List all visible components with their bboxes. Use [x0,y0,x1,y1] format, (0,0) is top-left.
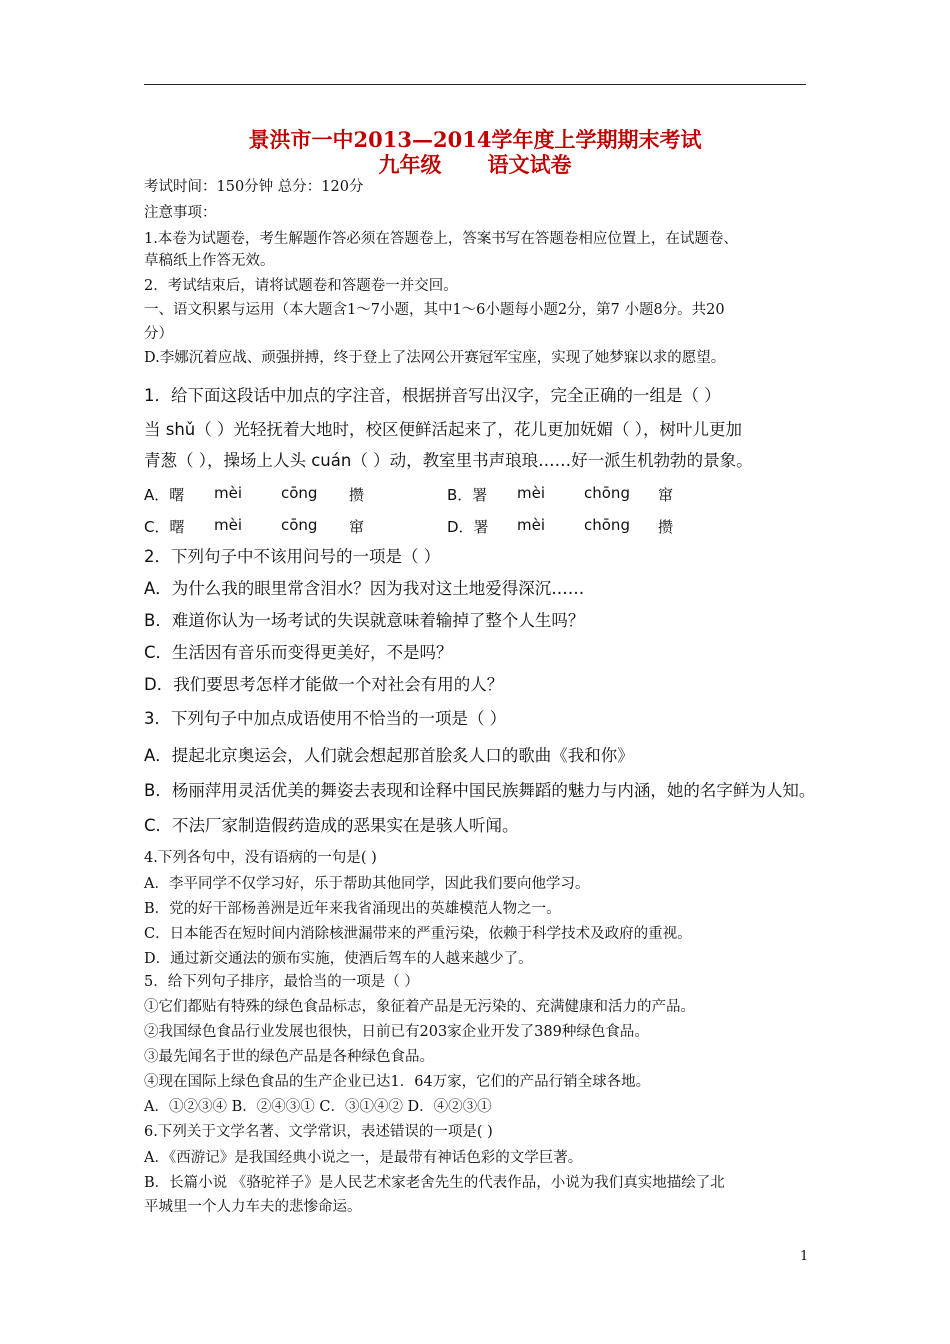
stray-option-d: D.李娜沉着应战、顽强拼搏，终于登上了法网公开赛冠军宝座，实现了她梦寐以求的愿望。 [144,350,726,366]
q1-paragraph-line2: 青葱（ ），操场上人头 cuán（ ）动，教室里书声琅琅……好一派生机勃勃的景象。 [144,451,753,470]
q5-sentence-3: ③最先闻名于世的绿色产品是各种绿色食品。 [144,1049,434,1065]
notice-heading: 注意事项： [144,205,217,221]
header-rule [144,84,806,85]
q3-stem: 3．下列句子中加点成语使用不恰当的一项是（ ） [144,709,507,728]
q4-stem: 4.下列各句中，没有语病的一句是( ) [144,850,377,866]
section-1-heading: 一、语文积累与运用（本大题含1～7小题，其中1～6小题每小题2分，第7 小题8分。共20 [144,302,725,318]
q6-option-a: A．《西游记》是我国经典小说之一，是最带有神话色彩的文学巨著。 [144,1150,583,1166]
q5-sentence-1: ①它们都贴有特殊的绿色食品标志，象征着产品是无污染的、充满健康和活力的产品。 [144,999,695,1015]
q4-option-d: D．通过新交通法的颁布实施，使酒后驾车的人越来越少了。 [144,951,533,967]
q5-stem: 5．给下列句子排序，最恰当的一项是（ ） [144,974,419,990]
q3-option-a: A．提起北京奥运会，人们就会想起那首脍炙人口的歌曲《我和你》 [144,746,634,765]
q6-stem: 6.下列关于文学名著、文学常识，表述错误的一项是( ) [144,1124,493,1140]
q2-stem: 2．下列句子中不该用问号的一项是（ ） [144,547,441,566]
exam-title: 景洪市一中2013—2014学年度上学期期末考试 [248,127,702,152]
q5-sentence-2: ②我国绿色食品行业发展也很快，日前已有203家企业开发了389种绿色食品。 [144,1024,649,1040]
q4-option-c: C．日本能否在短时间内消除核泄漏带来的严重污染，依赖于科学技术及政府的重视。 [144,926,692,942]
q2-option-a: A．为什么我的眼里常含泪水？因为我对这土地爱得深沉…… [144,579,585,598]
q1-stem: 1．给下面这段话中加点的字注音，根据拼音写出汉字，完全正确的一组是（ ） [144,386,721,405]
q3-option-c: C．不法厂家制造假药造成的恶果实在是骇人听闻。 [144,816,519,835]
q4-option-a: A．李平同学不仅学习好，乐于帮助其他同学，因此我们要向他学习。 [144,876,590,892]
q5-sentence-4: ④现在国际上绿色食品的生产企业已达1．64万家，它们的产品行销全球各地。 [144,1074,651,1090]
q5-options: A．①②③④ B．②④③① C．③①④② D．④②③① [144,1099,492,1115]
section-1-heading-cont: 分） [144,326,173,342]
q4-option-b: B．党的好干部杨善洲是近年来我省涌现出的英雄模范人物之一。 [144,901,561,917]
subject-label: 语文试卷 [487,152,572,177]
notice-1b: 草稿纸上作答无效。 [144,253,275,269]
q1-paragraph-line1: 当 shǔ（ ）光轻抚着大地时，校区便鲜活起来了，花儿更加妩媚（ ），树叶儿更加 [144,420,742,439]
q2-option-b: B．难道你认为一场考试的失误就意味着输掉了整个人生吗？ [144,611,585,630]
exam-subtitle [144,149,806,179]
q2-option-d: D．我们要思考怎样才能做一个对社会有用的人？ [144,675,504,694]
notice-1a: 1.本卷为试题卷，考生解题作答必须在答题卷上，答案书写在答题卷相应位置上，在试题卷、 [144,231,738,247]
q2-option-c: C．生活因有音乐而变得更美好，不是吗？ [144,643,453,662]
page-number: 1 [800,1249,809,1264]
q6-option-b-line2: 平城里一个人力车夫的悲惨命运。 [144,1199,362,1215]
q3-option-b: B．杨丽萍用灵活优美的舞姿去表现和诠释中国民族舞蹈的魅力与内涵，她的名字鲜为人知。 [144,781,816,800]
exam-time-score: 考试时间：150分钟 总分：120分 [144,179,364,195]
q6-option-b-line1: B．长篇小说 《骆驼祥子》是人民艺术家老舍先生的代表作品，小说为我们真实地描绘了北 [144,1175,725,1191]
grade-label: 九年级 [378,152,442,177]
notice-2: 2．考试结束后，请将试题卷和答题卷一并交回。 [144,278,458,294]
